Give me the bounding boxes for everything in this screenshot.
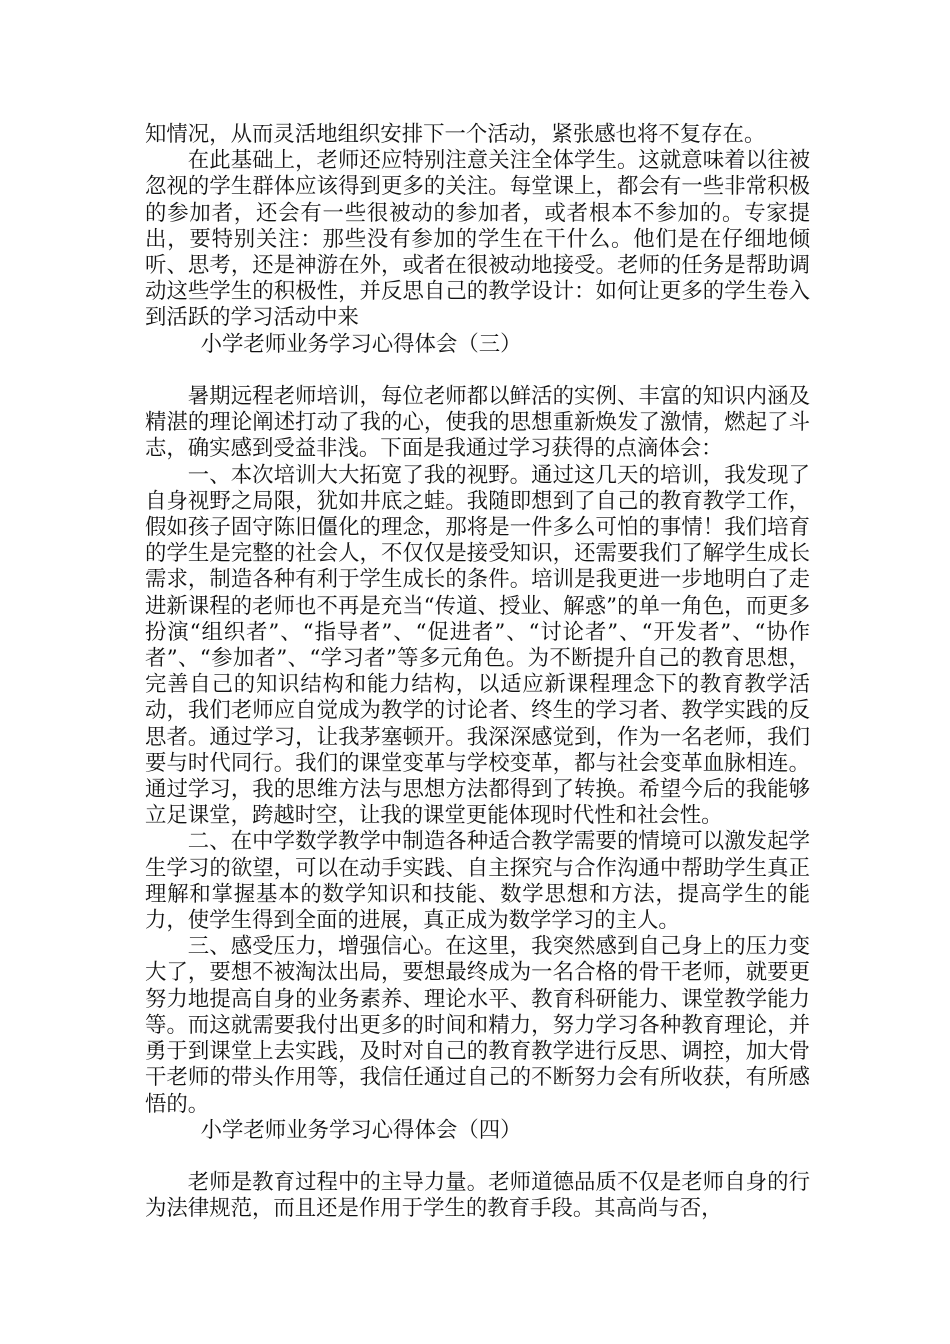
- blank-line: [145, 1144, 810, 1170]
- paragraph: 暑期远程老师培训，每位老师都以鲜活的实例、丰富的知识内涵及精湛的理论阐述打动了我的心，使我的思想重新焕发了激情，燃起了斗志，确实感到受益非浅。下面是我通过学习获得的点滴体会：: [145, 384, 810, 462]
- paragraph: 三、感受压力，增强信心。在这里，我突然感到自己身上的压力变大了，要想不被淘汰出局，要想最终成为一名合格的骨干老师，就要更努力地提高自身的业务素养、理论水平、教育科研能力、课堂教学能力等。而这就需要我付出更多的时间和精力，努力学习各种教育理论，并勇于到课堂上去实践，及时对自己的教育教学进行反思、调控，加大骨干老师的带头作用等，我信任通过自己的不断努力会有所收获，有所感悟的。: [145, 934, 810, 1117]
- document-page: [145, 122, 810, 1223]
- paragraph: 老师是教育过程中的主导力量。老师道德品质不仅是老师自身的行为法律规范，而且还是作用于学生的教育手段。其高尚与否，: [145, 1170, 810, 1222]
- blank-line: [145, 358, 810, 384]
- section-heading-3: 小学老师业务学习心得体会（三）: [200, 331, 522, 357]
- section-heading-4: 小学老师业务学习心得体会（四）: [200, 1117, 522, 1143]
- paragraph: 在此基础上，老师还应特别注意关注全体学生。这就意味着以往被忽视的学生群体应该得到更多的关注。每堂课上，都会有一些非常积极的参加者，还会有一些很被动的参加者，或者根本不参加的。专家提出，要特别关注：那些没有参加的学生在干什么。他们是在仔细地倾听、思考，还是神游在外，或者在很被动地接受。老师的任务是帮助调动这些学生的积极性，并反思自己的教学设计：如何让更多的学生卷入到活跃的学习活动中来: [145, 148, 810, 331]
- paragraph: 一、本次培训大大拓宽了我的视野。通过这几天的培训，我发现了自身视野之局限，犹如井底之蛙。我随即想到了自己的教育教学工作，假如孩子固守陈旧僵化的理念，那将是一件多么可怕的事情！我们培育的学生是完整的社会人，不仅仅是接受知识，还需要我们了解学生成长需求，制造各种有利于学生成长的条件。培训是我更进一步地明白了走进新课程的老师也不再是充当“传道、授业、解惑”的单一角色，而更多扮演“组织者”、“指导者”、“促进者”、“讨论者”、“开发者”、“协作者”、“参加者”、“学习者”等多元角色。为不断提升自己的教育思想，完善自己的知识结构和能力结构，以适应新课程理念下的教育教学活动，我们老师应自觉成为教学的讨论者、终生的学习者、教学实践的反思者。通过学习，让我茅塞顿开。我深深感觉到，作为一名老师，我们要与时代同行。我们的课堂变革与学校变革，都与社会变革血脉相连。通过学习，我的思维方法与思想方法都得到了转换。希望今后的我能够立足课堂，跨越时空，让我的课堂更能体现时代性和社会性。: [145, 462, 810, 829]
- paragraph: 知情况，从而灵活地组织安排下一个活动，紧张感也将不复存在。: [145, 122, 766, 147]
- paragraph: 二、在中学数学教学中制造各种适合教学需要的情境可以激发起学生学习的欲望，可以在动手实践、自主探究与合作沟通中帮助学生真正理解和掌握基本的数学知识和技能、数学思想和方法，提高学生的能力，使学生得到全面的进展，真正成为数学学习的主人。: [145, 829, 810, 934]
